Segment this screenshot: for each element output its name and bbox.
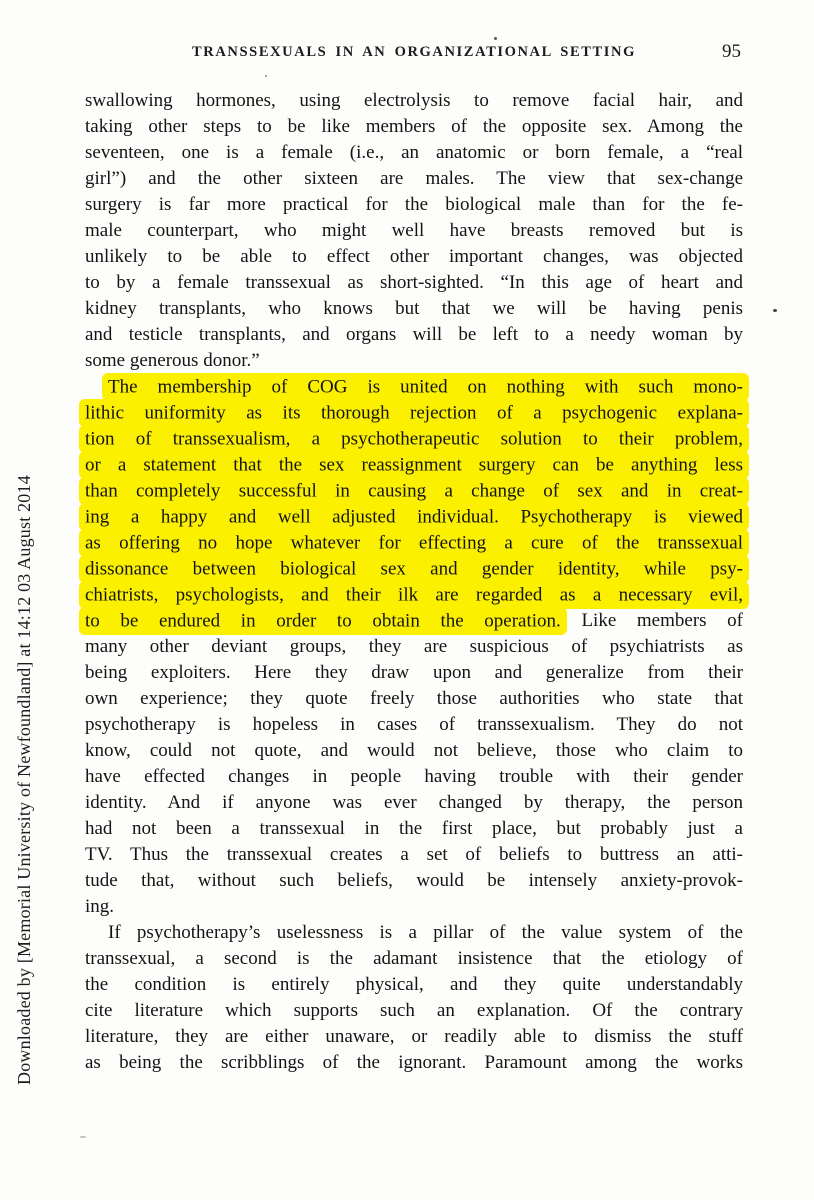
highlighted-text: ing a happy and well adjusted individual. Psychotherapy is viewed	[79, 503, 749, 531]
text-line	[85, 140, 743, 166]
highlighted-text: to be endured in order to obtain the operation.	[79, 607, 567, 635]
text-line	[85, 738, 743, 764]
text-line	[85, 452, 743, 478]
text-segment: swallowing hormones, using electrolysis to remove facial hair, and	[85, 90, 743, 111]
text-line	[85, 816, 743, 842]
text-line	[85, 894, 743, 920]
scan-artifact-dot	[773, 309, 777, 312]
text-segment: own experience; they quote freely those authorities who state that	[85, 688, 743, 709]
header-title: TRANSSEXUALS IN AN ORGANIZATIONAL SETTING	[192, 44, 636, 60]
text-line	[85, 790, 743, 816]
text-segment: the condition is entirely physical, and they quite understandably	[85, 974, 743, 995]
text-line	[85, 322, 743, 348]
text-line	[85, 1050, 743, 1076]
text-line	[85, 634, 743, 660]
body-text	[85, 88, 743, 1076]
text-line	[85, 764, 743, 790]
text-line	[85, 530, 743, 556]
text-segment: male counterpart, who might well have breasts removed but is	[85, 220, 743, 241]
page-number: 95	[722, 41, 741, 62]
text-segment: unlikely to be able to effect other important changes, was objected	[85, 246, 743, 267]
text-line	[85, 608, 743, 634]
text-line	[85, 270, 743, 296]
text-segment: being exploiters. Here they draw upon and generalize from their	[85, 662, 743, 683]
highlighted-text: or a statement that the sex reassignment surgery can be anything less	[79, 451, 749, 479]
highlighted-text: dissonance between biological sex and gender identity, while psy-	[79, 555, 749, 583]
text-line	[85, 998, 743, 1024]
text-segment: and testicle transplants, and organs will be left to a needy woman by	[85, 324, 743, 345]
text-segment: cite literature which supports such an explanation. Of the contrary	[85, 1000, 743, 1021]
text-line	[85, 374, 743, 400]
text-segment: Like members of	[560, 610, 743, 631]
text-line	[85, 192, 743, 218]
text-segment: some generous donor.”	[85, 350, 260, 371]
text-line	[85, 868, 743, 894]
text-line	[85, 842, 743, 868]
highlighted-text: than completely successful in causing a change of sex and in creat-	[79, 477, 749, 505]
text-line	[85, 114, 743, 140]
text-segment: had not been a transsexual in the first place, but probably just a	[85, 818, 743, 839]
text-line	[85, 660, 743, 686]
paragraph	[85, 374, 743, 920]
text-segment: as being the scribblings of the ignorant. Paramount among the works	[85, 1052, 743, 1073]
text-line	[85, 88, 743, 114]
text-line	[85, 296, 743, 322]
text-line	[85, 920, 743, 946]
text-line	[85, 218, 743, 244]
download-watermark: Downloaded by [Memorial University of Newfoundland] at 14:12 03 August 2014	[14, 475, 34, 1085]
text-line	[85, 712, 743, 738]
text-line	[85, 166, 743, 192]
text-line	[85, 946, 743, 972]
text-segment: girl”) and the other sixteen are males. The view that sex-change	[85, 168, 743, 189]
scan-artifact-dot	[265, 75, 267, 77]
text-segment: psychotherapy is hopeless in cases of transsexualism. They do not	[85, 714, 743, 735]
text-line	[85, 1024, 743, 1050]
text-segment: taking other steps to be like members of the opposite sex. Among the	[85, 116, 743, 137]
text-line	[85, 972, 743, 998]
text-segment: tude that, without such beliefs, would be intensely anxiety-provok-	[85, 870, 743, 891]
text-segment: ing.	[85, 896, 115, 917]
text-segment: seventeen, one is a female (i.e., an anatomic or born female, a “real	[85, 142, 743, 163]
text-segment: to by a female transsexual as short-sighted. “In this age of heart and	[85, 272, 743, 293]
scan-artifact-dot	[494, 37, 497, 40]
paragraph	[85, 88, 743, 374]
paragraph	[85, 920, 743, 1076]
text-line	[85, 686, 743, 712]
highlighted-text: chiatrists, psychologists, and their ilk are regarded as a necessary evil,	[79, 581, 749, 609]
highlighted-text: lithic uniformity as its thorough rejection of a psychogenic explana-	[79, 399, 749, 427]
text-line	[85, 244, 743, 270]
running-header	[85, 41, 743, 66]
text-segment: kidney transplants, who knows but that we will be having penis	[85, 298, 743, 319]
text-line	[85, 348, 743, 374]
text-segment: TV. Thus the transsexual creates a set of beliefs to buttress an atti-	[85, 844, 743, 865]
text-segment: have effected changes in people having trouble with their gender	[85, 766, 743, 787]
text-line	[85, 582, 743, 608]
text-segment: know, could not quote, and would not believe, those who claim to	[85, 740, 743, 761]
text-segment: If psychotherapy’s uselessness is a pillar of the value system of the	[108, 922, 743, 943]
text-line	[85, 504, 743, 530]
text-segment: literature, they are either unaware, or readily able to dismiss the stuff	[85, 1026, 743, 1047]
text-segment: many other deviant groups, they are suspicious of psychiatrists as	[85, 636, 743, 657]
text-segment: transsexual, a second is the adamant insistence that the etiology of	[85, 948, 743, 969]
highlighted-text: The membership of COG is united on nothing with such mono-	[102, 373, 749, 401]
scan-artifact-dot	[80, 1136, 86, 1138]
highlighted-text: tion of transsexualism, a psychotherapeutic solution to their problem,	[79, 425, 749, 453]
text-segment: surgery is far more practical for the biological male than for the fe-	[85, 194, 743, 215]
text-line	[85, 400, 743, 426]
text-segment: identity. And if anyone was ever changed by therapy, the person	[85, 792, 743, 813]
text-line	[85, 556, 743, 582]
text-line	[85, 478, 743, 504]
highlighted-text: as offering no hope whatever for effecting a cure of the transsexual	[79, 529, 749, 557]
text-line	[85, 426, 743, 452]
